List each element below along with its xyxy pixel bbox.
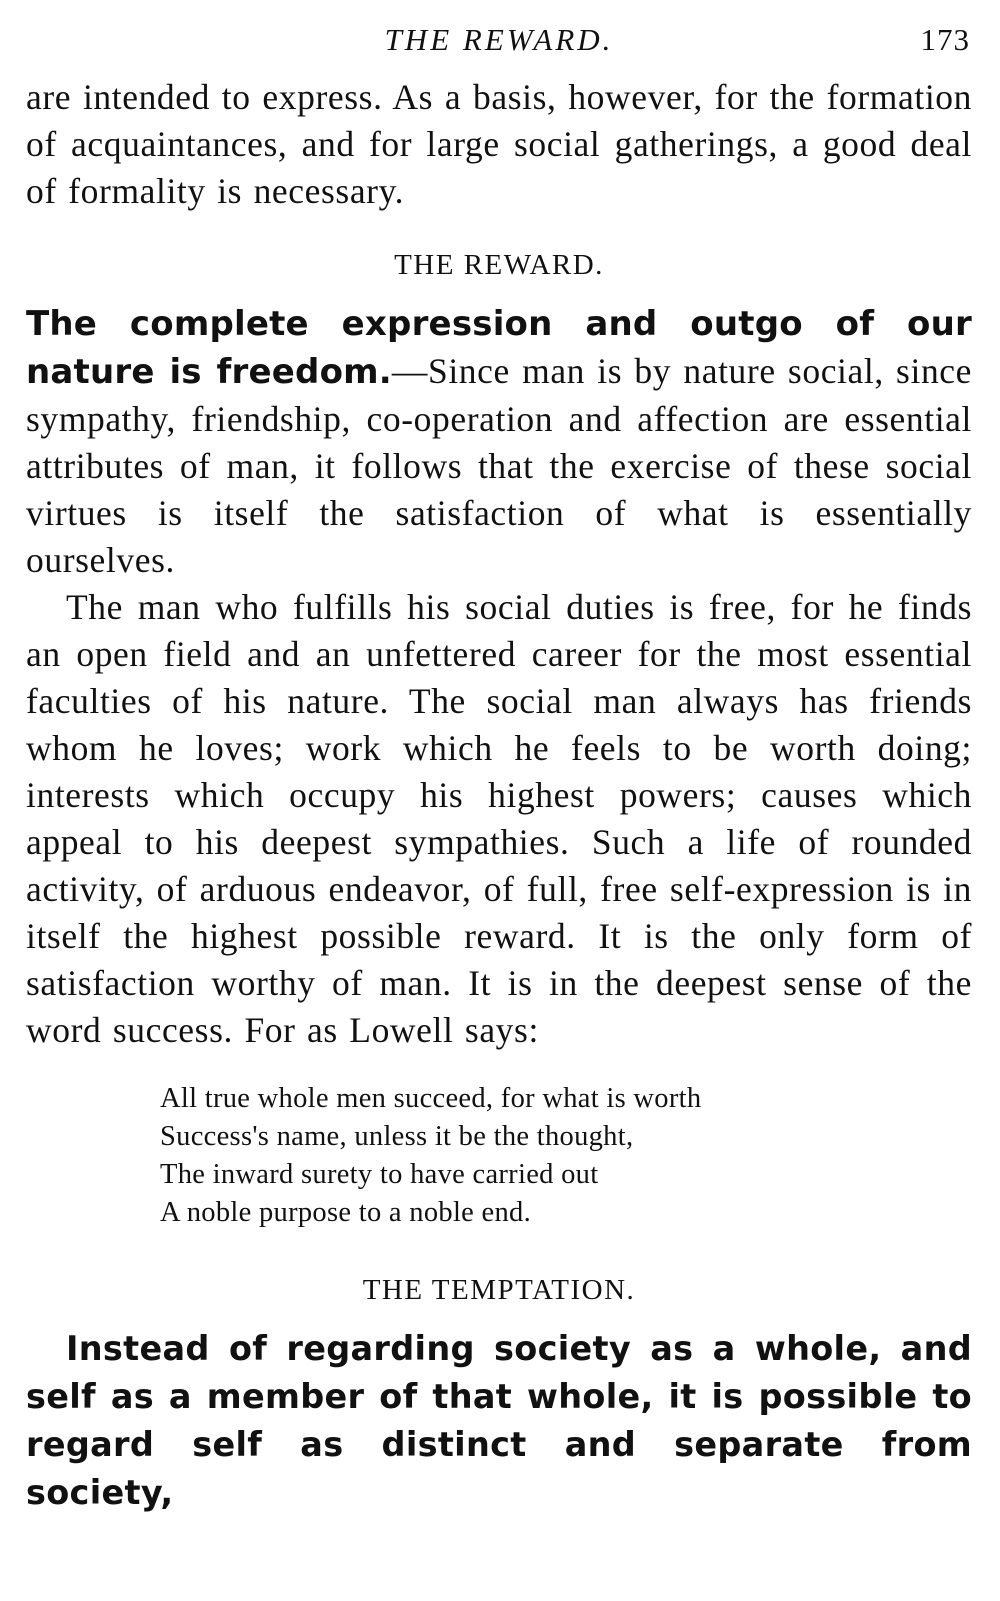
lowell-verse	[160, 1080, 972, 1232]
verse-line: All true whole men succeed, for what is worth	[160, 1083, 702, 1114]
page-number: 173	[920, 22, 970, 57]
verse-line: Success's name, unless it be the thought,	[160, 1121, 634, 1152]
running-head	[26, 22, 972, 72]
reward-paragraph-1	[26, 300, 972, 584]
reward-paragraph-1-text: —Since man is by nature social, since sympathy, friendship, co-operation and affection are essential attributes of man, it follows that the exercise of these social virtues is itself the satisfaction of what is essentially ourselves.	[26, 351, 973, 580]
running-title: THE REWARD.	[384, 22, 614, 57]
book-page	[26, 22, 972, 1517]
opening-paragraph: are intended to express. As a basis, however, for the formation of acquaintances, and for large social gatherings, a good deal of formality is necessary.	[26, 77, 972, 211]
verse-line: A noble purpose to a noble end.	[160, 1197, 532, 1228]
temptation-lead-paragraph: Instead of regarding society as a whole, and self as a member of that whole, it is possible to regard self as distinct and separate from society,	[26, 1329, 972, 1512]
section-heading-temptation: THE TEMPTATION.	[362, 1274, 636, 1306]
verse-line: The inward surety to have carried out	[160, 1159, 599, 1190]
reward-lead-sentence: The complete expression and outgo of our nature is freedom.	[26, 304, 972, 392]
section-heading-reward: THE REWARD.	[394, 249, 604, 281]
reward-paragraph-2: The man who fulfills his social duties is free, for he finds an open field and an unfettered career for the most essential faculties of his nature. The social man always has friends whom he loves; work which he feels to be worth doing; interests which occupy his highest powers; causes which appeal to his deepest sympathies. Such a life of rounded activity, of arduous endeavor, of full, free self-expression is in itself the highest possible reward. It is the only form of satisfaction worthy of man. It is in the deepest sense of the word success. For as Lowell says:	[26, 587, 972, 1050]
